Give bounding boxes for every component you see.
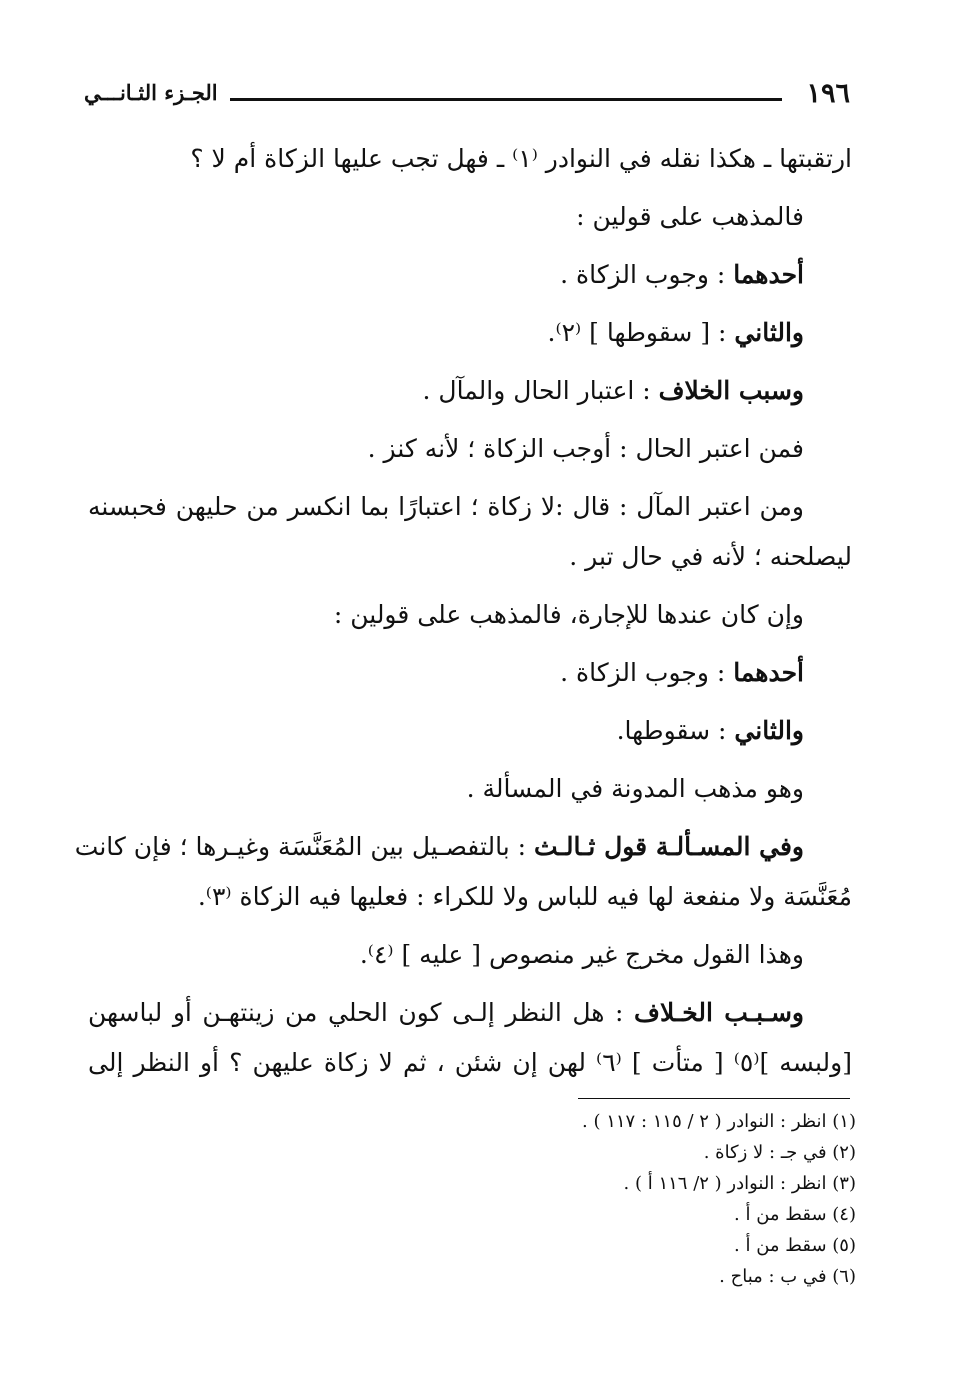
paragraph-5 (88, 372, 852, 410)
paragraph-5-text: : اعتبار الحال والمآل . (422, 376, 659, 405)
paragraph-7-line-1: ومن اعتبر المآل : قال :لا زكاة ؛ اعتبارًا بما انكسر من حليهن فحبسنه (88, 492, 804, 521)
paragraph-12-line-2: مُعَنَّسَة ولا منفعة لها فيه للباس ولا للكراء : فعليها فيه الزكاة ⁽٣⁾. (197, 882, 852, 911)
paragraph-4-text: : [ سقوطها ] ⁽٢⁾. (547, 318, 735, 347)
paragraph-12-text: : بالتفصـيل بين المُعَنَّسَة وغيـرها ؛ فإن كانت (74, 832, 534, 861)
paragraph-3 (88, 256, 852, 294)
paragraph-14-line-1 (88, 994, 852, 1032)
paragraph-9 (88, 654, 852, 692)
paragraph-9-text: : وجوب الزكاة . (560, 658, 734, 687)
term-first: أحدهما (733, 260, 804, 289)
paragraph-6: فمن اعتبر الحال : أوجب الزكاة ؛ لأنه كنز . (367, 434, 804, 463)
paragraph-3-text: : وجوب الزكاة . (560, 260, 734, 289)
paragraph-2: فالمذهب على قولين : (576, 202, 804, 231)
running-title: الجـزء الثـانـــي (84, 80, 218, 105)
paragraph-8: وإن كان عندها للإجارة، فالمذهب على قولين : (333, 600, 804, 629)
paragraph-10-text: : سقوطها. (616, 716, 735, 745)
term-second-2: والثاني (734, 716, 804, 745)
paragraph-7-line-2: ليصلحنه ؛ لأنه في حال تبر . (569, 542, 852, 571)
paragraph-1: ارتقبتها ـ هكذا نقله في النوادر ⁽١⁾ ـ فهل تجب عليها الزكاة أم لا ؟ (190, 144, 852, 173)
footnote-4: (٤) سقط من أ . (734, 1204, 856, 1225)
page-number: ١٩٦ (806, 78, 850, 109)
page-header (84, 78, 850, 122)
term-first-2: أحدهما (733, 658, 804, 687)
term-third-opinion: وفي المسـألـة قول ثـالـث (534, 832, 804, 861)
paragraph-14-text: : هل النظر إلـى كون الحلي من زينتهـن أو لباسهن (88, 998, 635, 1027)
paragraph-14-line-2: [ولبسه ]⁽٥⁾ [ متأت ] ⁽٦⁾ لهن إن شئن ، ثم لا زكاة عليهن ؟ أو النظر إلى (88, 1048, 852, 1077)
term-cause-of-dispute: وسبب الخلاف (658, 376, 804, 405)
footnotes (216, 1106, 856, 1292)
paragraph-4 (88, 314, 852, 352)
term-second: والثاني (734, 318, 804, 347)
paragraph-12-line-1 (74, 828, 852, 866)
paragraph-11: وهو مذهب المدونة في المسألة . (466, 774, 804, 803)
footnote-2: (٢) في جـ : لا زكاة . (703, 1142, 856, 1163)
footnote-rule (578, 1098, 850, 1099)
footnote-5: (٥) سقط من أ . (734, 1235, 856, 1256)
footnote-6: (٦) في ب : مباح . (719, 1266, 856, 1287)
paragraph-13: وهذا القول مخرج غير منصوص [ عليه ] ⁽٤⁾. (359, 940, 804, 969)
header-rule (230, 98, 782, 101)
footnote-1: (١) انظر : النوادر ( ٢ / ١١٥ : ١١٧ ) . (582, 1111, 856, 1132)
main-text (74, 140, 852, 1082)
footnote-3: (٣) انظر : النوادر ( ٢/ ١١٦ أ ) . (623, 1173, 856, 1194)
term-cause-of-dispute-2: وسـبـب الخـلاف (634, 998, 804, 1027)
paragraph-10 (88, 712, 852, 750)
